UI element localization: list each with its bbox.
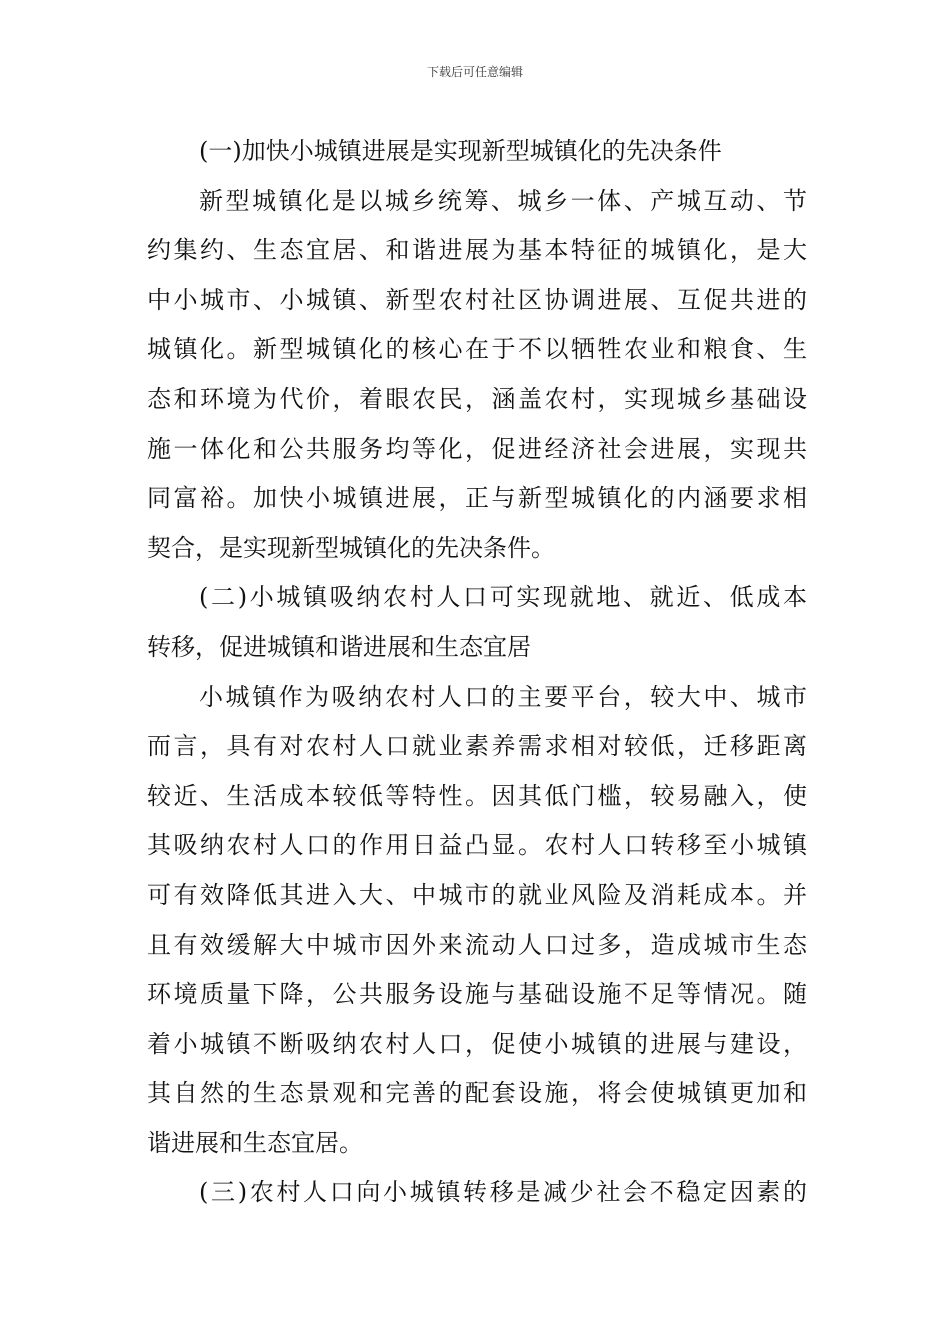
section-heading-2: (二)小城镇吸纳农村人口可实现就地、就近、低成本 [199, 583, 807, 612]
paragraph-line: 可有效降低其进入大、中城市的就业风险及消耗成本。并 [147, 880, 807, 909]
paragraph-line: 城镇化。新型城镇化的核心在于不以牺牲农业和粮食、生 [147, 335, 807, 364]
paragraph-line: 小城镇作为吸纳农村人口的主要平台，较大中、城市 [199, 682, 807, 711]
paragraph-line: 约集约、生态宜居、和谐进展为基本特征的城镇化，是大 [147, 236, 807, 265]
paragraph-line: 同富裕。加快小城镇进展，正与新型城镇化的内涵要求相 [147, 484, 807, 513]
paragraph-line: 着小城镇不断吸纳农村人口，促使小城镇的进展与建设， [147, 1029, 807, 1058]
paragraph-line: 而言，具有对农村人口就业素养需求相对较低，迁移距离 [147, 732, 807, 761]
paragraph-line: 环境质量下降，公共服务设施与基础设施不足等情况。随 [147, 980, 807, 1009]
document-body [147, 127, 807, 1218]
paragraph-line: 新型城镇化是以城乡统筹、城乡一体、产城互动、节 [199, 186, 807, 215]
paragraph-line: 契合，是实现新型城镇化的先决条件。 [147, 533, 555, 562]
paragraph-line: 且有效缓解大中城市因外来流动人口过多，造成城市生态 [147, 930, 807, 959]
paragraph-line: 其自然的生态景观和完善的配套设施，将会使城镇更加和 [147, 1079, 807, 1108]
paragraph-line: 其吸纳农村人口的作用日益凸显。农村人口转移至小城镇 [147, 831, 807, 860]
paragraph-line: 较近、生活成本较低等特性。因其低门槛，较易融入，使 [147, 781, 807, 810]
paragraph-line: 态和环境为代价，着眼农民，涵盖农村，实现城乡基础设 [147, 384, 807, 413]
paragraph-line: 施一体化和公共服务均等化，促进经济社会进展，实现共 [147, 434, 807, 463]
paragraph-line: 中小城市、小城镇、新型农村社区协调进展、互促共进的 [147, 285, 807, 314]
section-heading-2-cont: 转移，促进城镇和谐进展和生态宜居 [147, 632, 531, 661]
section-heading-3: (三)农村人口向小城镇转移是减少社会不稳定因素的 [199, 1178, 807, 1207]
paragraph-line: 谐进展和生态宜居。 [147, 1128, 363, 1157]
page-header-note: 下载后可任意编辑 [426, 65, 523, 79]
section-heading-1: (一)加快小城镇进展是实现新型城镇化的先决条件 [199, 137, 722, 165]
